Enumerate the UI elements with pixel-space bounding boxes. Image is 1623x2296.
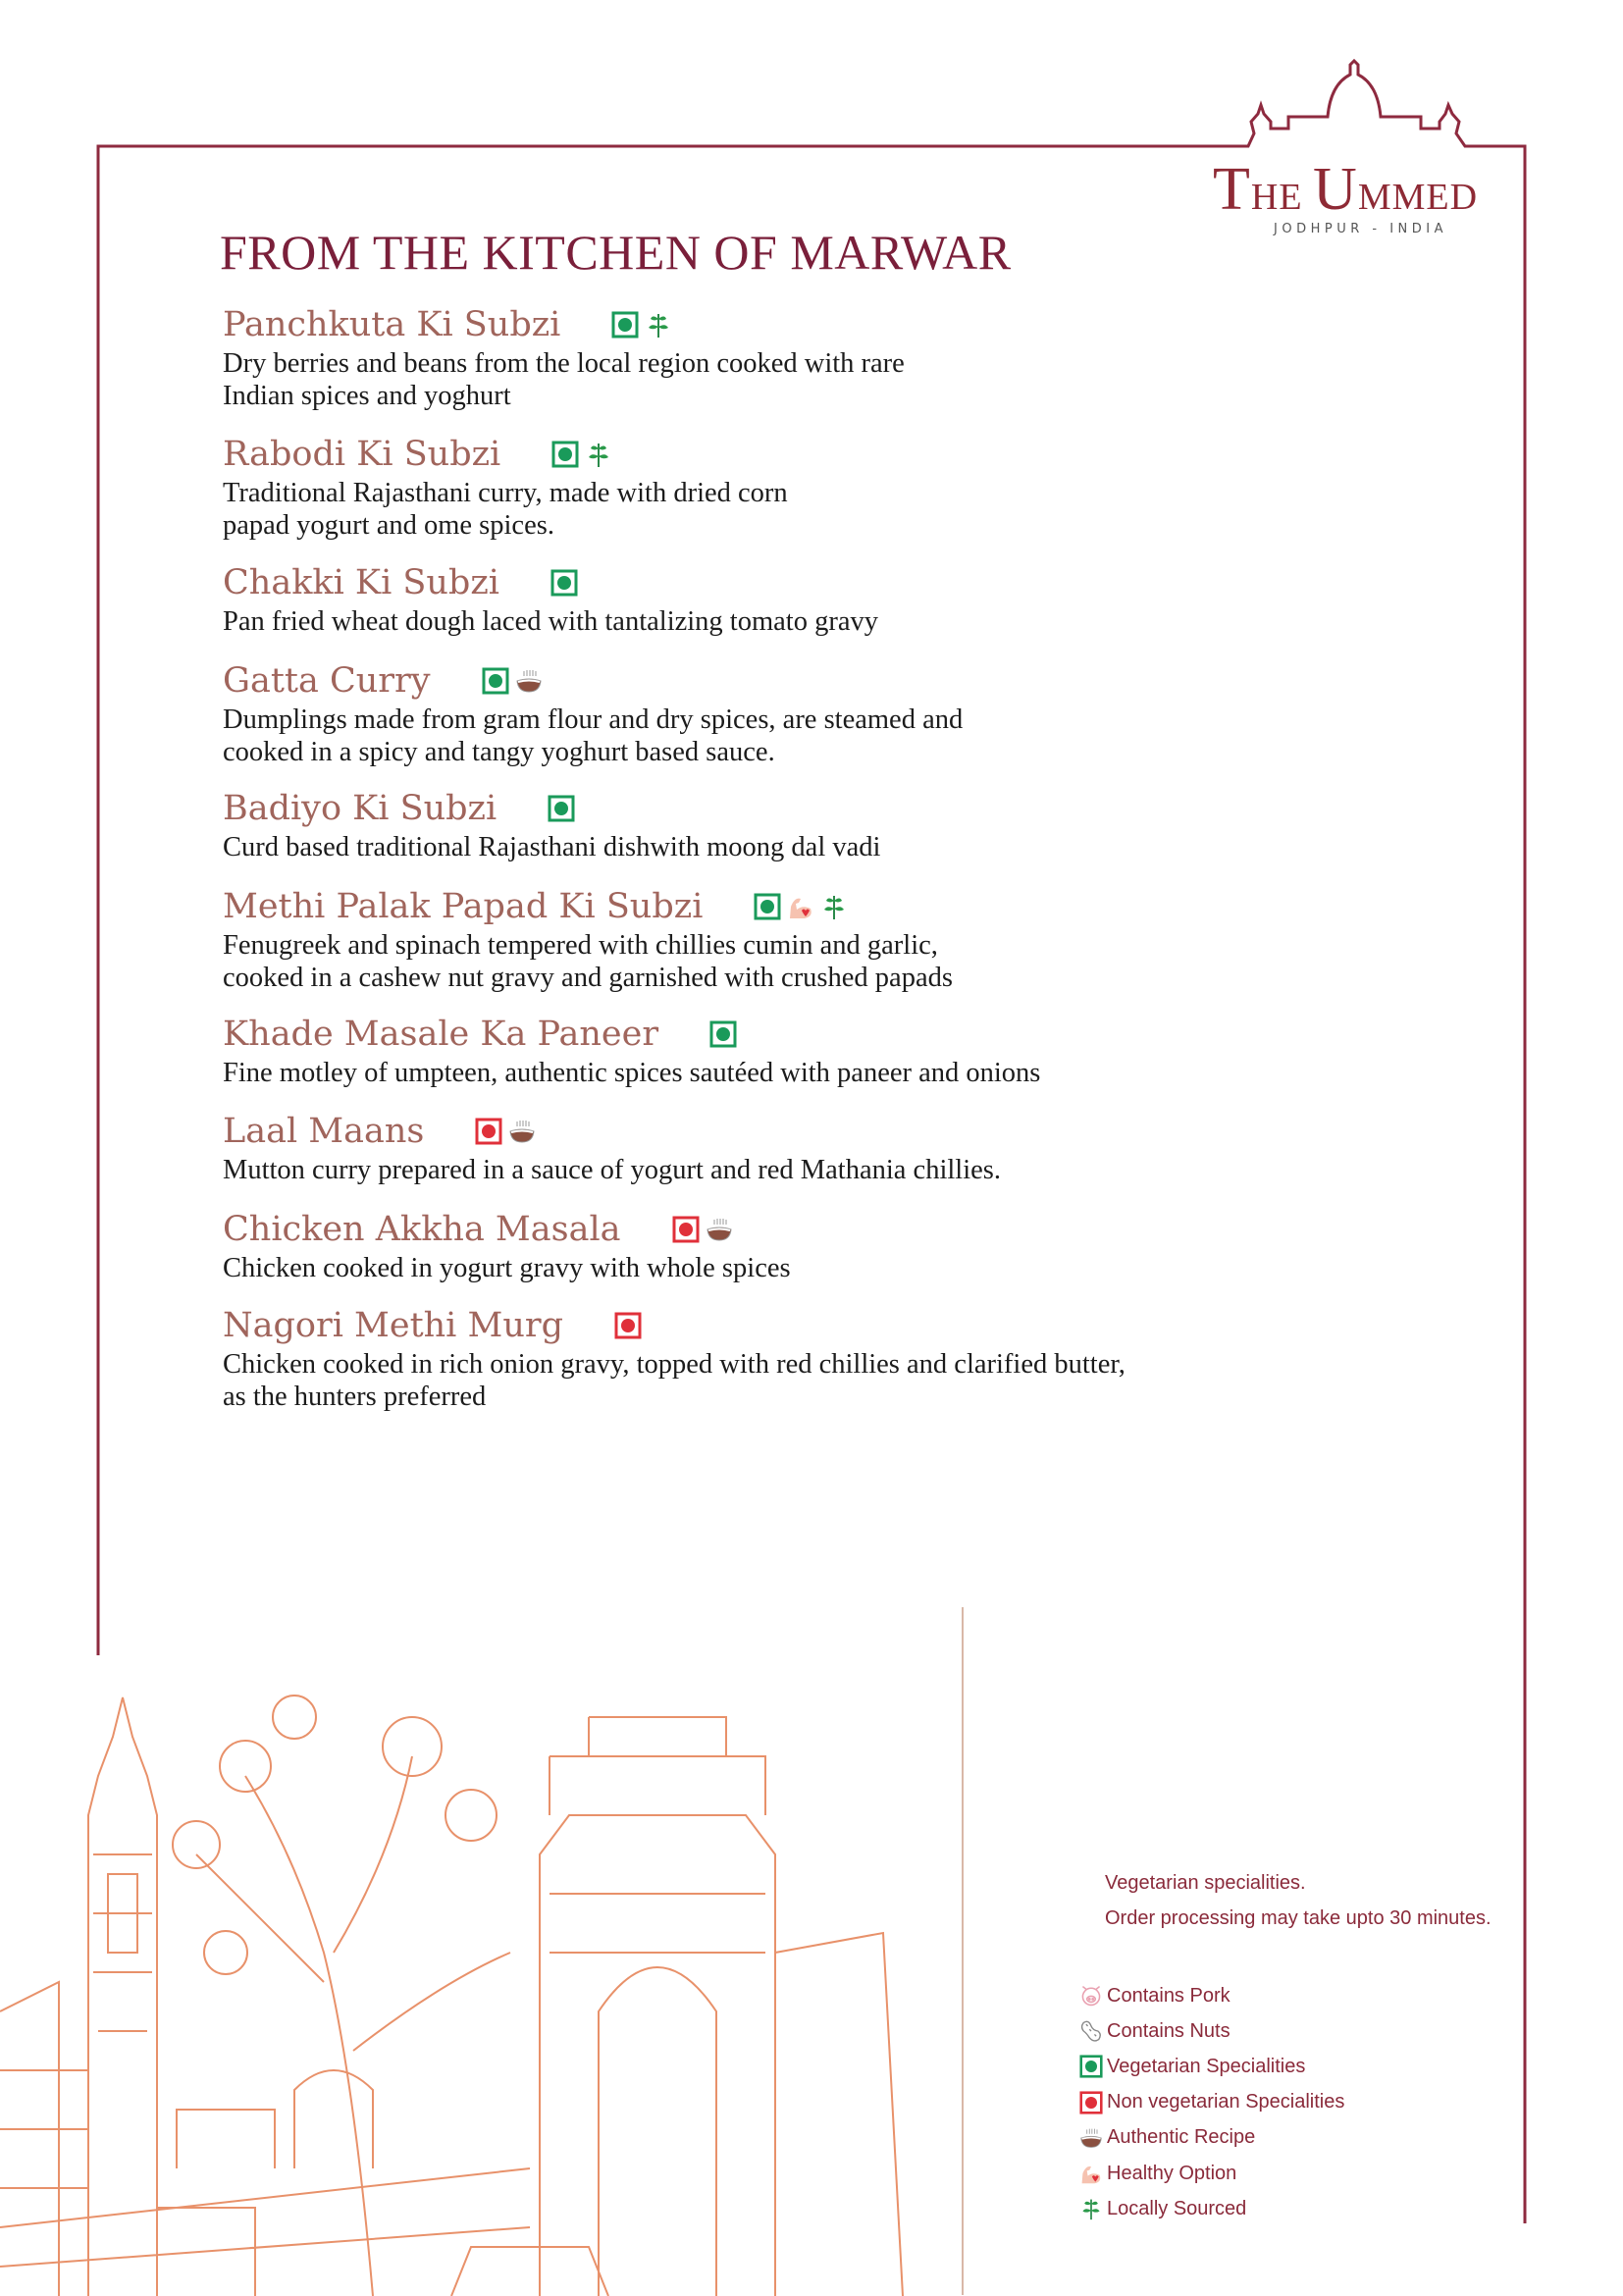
menu-item-name: Chicken Akkha Masala	[223, 1210, 621, 1249]
menu-item-icons	[754, 893, 848, 920]
veg-icon	[548, 795, 575, 822]
menu-item-description: Mutton curry prepared in a sauce of yogurt and red Mathania chillies.	[223, 1155, 1001, 1185]
jodhpur-sketch-illustration	[0, 1658, 913, 2296]
menu-item-icons	[475, 1118, 536, 1145]
healthy-option-icon	[1079, 2162, 1103, 2185]
menu-item-name: Chakki Ki Subzi	[223, 563, 499, 602]
locally-sourced-icon	[1079, 2197, 1103, 2220]
legend-label: Vegetarian Specialities	[1107, 2055, 1306, 2077]
menu-item-description: Traditional Rajasthani curry, made with dried corn papad yogurt and ome spices.	[223, 478, 788, 541]
veg-icon	[550, 569, 578, 597]
brand-location: JODHPUR - INDIA	[1274, 222, 1447, 236]
legend-label: Locally Sourced	[1107, 2197, 1247, 2219]
menu-item-icons	[611, 311, 672, 339]
menu-item-header	[223, 885, 953, 928]
locally-sourced-icon	[820, 893, 848, 920]
pork-icon	[1079, 1984, 1103, 2008]
nonveg-icon	[614, 1312, 642, 1339]
menu-item-description: Fenugreek and spinach tempered with chillies cumin and garlic, cooked in a cashew nut gravy and garnished with crushed papads	[223, 930, 953, 993]
menu-item-header	[223, 1304, 1126, 1347]
legend-label: Authentic Recipe	[1107, 2126, 1256, 2149]
menu-item-header	[223, 561, 878, 604]
healthy-option-icon	[787, 893, 814, 920]
menu-item-header	[223, 1013, 1040, 1056]
menu-item-header	[223, 787, 880, 830]
menu-item	[223, 787, 880, 863]
nonveg-icon	[475, 1118, 502, 1145]
nonveg-icon	[1079, 2091, 1103, 2114]
menu-item	[223, 1208, 791, 1284]
menu-item-icons	[548, 795, 575, 822]
menu-item-name: Gatta Curry	[223, 661, 431, 701]
menu-item-description: Dry berries and beans from the local region cooked with rare Indian spices and yoghurt	[223, 348, 905, 411]
locally-sourced-icon	[645, 311, 672, 339]
legend-item	[1079, 2019, 1230, 2043]
legend-label: Contains Nuts	[1107, 2019, 1230, 2042]
menu-item-icons	[672, 1216, 733, 1243]
legend-item	[1079, 2162, 1236, 2185]
legend-item	[1079, 2197, 1246, 2220]
menu-item-header	[223, 303, 905, 346]
authentic-recipe-icon	[508, 1118, 536, 1145]
menu-item-description: Fine motley of umpteen, authentic spices sautéed with paneer and onions	[223, 1058, 1041, 1088]
veg-icon	[551, 441, 579, 468]
brand-logo: THE UMMED	[1213, 156, 1479, 223]
menu-item	[223, 659, 963, 768]
menu-item-description: Curd based traditional Rajasthani dishwith moong dal vadi	[223, 832, 881, 862]
legend-item	[1079, 2091, 1344, 2114]
menu-item-name: Badiyo Ki Subzi	[223, 789, 497, 828]
menu-item	[223, 303, 905, 412]
menu-item-header	[223, 659, 963, 703]
legend-label: Non vegetarian Specialities	[1107, 2091, 1345, 2113]
veg-icon	[754, 893, 781, 920]
menu-item-name: Khade Masale Ka Paneer	[223, 1015, 659, 1054]
note-vegetarian: Vegetarian specialities.	[1105, 1872, 1306, 1894]
menu-item-name: Nagori Methi Murg	[223, 1306, 564, 1345]
menu-item	[223, 433, 788, 542]
menu-item-icons	[709, 1020, 737, 1048]
menu-item-icons	[482, 667, 543, 695]
menu-item-header	[223, 1208, 791, 1251]
menu-item-name: Panchkuta Ki Subzi	[223, 305, 561, 344]
legend-label: Contains Pork	[1107, 1984, 1230, 2007]
menu-item	[223, 561, 878, 638]
nuts-icon	[1079, 2019, 1103, 2043]
nonveg-icon	[672, 1216, 700, 1243]
authentic-recipe-icon	[515, 667, 543, 695]
veg-icon	[611, 311, 639, 339]
menu-item	[223, 885, 953, 994]
locally-sourced-icon	[585, 441, 612, 468]
legend-label: Healthy Option	[1107, 2162, 1237, 2184]
veg-icon	[709, 1020, 737, 1048]
menu-item	[223, 1013, 1040, 1089]
veg-icon	[482, 667, 509, 695]
menu-item-description: Chicken cooked in yogurt gravy with whole spices	[223, 1253, 791, 1283]
legend-item	[1079, 2055, 1305, 2078]
menu-item-name: Methi Palak Papad Ki Subzi	[223, 887, 704, 926]
section-title: FROM THE KITCHEN OF MARWAR	[220, 225, 1012, 280]
note-processing-time: Order processing may take upto 30 minutes.	[1105, 1907, 1492, 1929]
menu-item-header	[223, 433, 788, 476]
veg-icon	[1079, 2055, 1103, 2078]
legend-item	[1079, 2126, 1255, 2150]
menu-item-description: Chicken cooked in rich onion gravy, topped with red chillies and clarified butter, as the hunters preferred	[223, 1349, 1126, 1412]
authentic-recipe-icon	[1079, 2126, 1103, 2150]
menu-item-header	[223, 1110, 1001, 1153]
menu-item-name: Rabodi Ki Subzi	[223, 435, 501, 474]
menu-item	[223, 1110, 1001, 1186]
menu-item	[223, 1304, 1126, 1413]
menu-item-icons	[614, 1312, 642, 1339]
menu-item-description: Pan fried wheat dough laced with tantalizing tomato gravy	[223, 606, 878, 637]
menu-item-description: Dumplings made from gram flour and dry spices, are steamed and cooked in a spicy and tangy yoghurt based sauce.	[223, 704, 964, 767]
authentic-recipe-icon	[706, 1216, 733, 1243]
legend-item	[1079, 1984, 1230, 2008]
menu-item-icons	[550, 569, 578, 597]
menu-item-icons	[551, 441, 612, 468]
menu-item-name: Laal Maans	[223, 1112, 425, 1151]
